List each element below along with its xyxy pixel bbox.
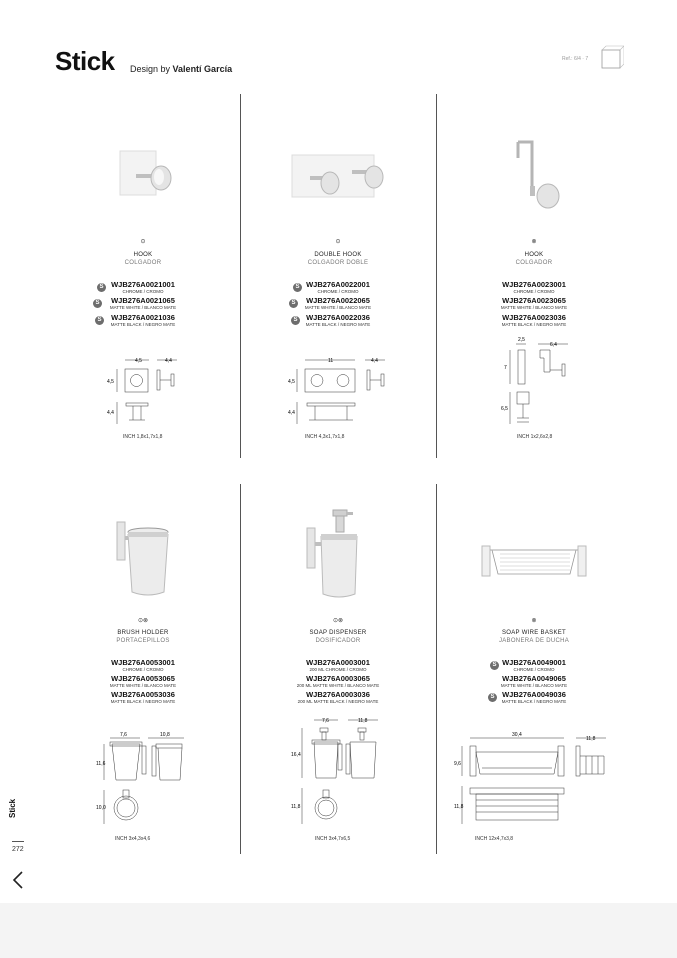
variant-code: WJB276A0023001	[502, 280, 566, 289]
badge-icon: S	[97, 283, 106, 292]
technical-drawing	[290, 712, 390, 830]
variant-finish: 200 ML CHROME / CROMO	[309, 667, 367, 672]
inch-dimensions: INCH 12x4,7x3,8	[475, 836, 514, 842]
variant-code: WJB276A0023065	[502, 296, 566, 305]
badge-icon: S	[490, 661, 499, 670]
variant-finish: MATTE BLACK / NEGRO MATE	[305, 322, 371, 327]
variant-code: WJB276A0023036	[502, 313, 566, 322]
variant-code: WJB276A0049001	[502, 658, 566, 667]
product-name	[436, 251, 632, 267]
dim-label: 11	[328, 358, 334, 364]
product-name-en: SOAP WIRE BASKET	[501, 630, 567, 636]
product-name	[240, 251, 436, 267]
variant	[45, 281, 241, 294]
soap-dispenser-product-image	[305, 508, 365, 600]
variant-finish: MATTE BLACK / NEGRO MATE	[501, 322, 567, 327]
variant	[240, 297, 436, 310]
badge-icon: S	[291, 316, 300, 325]
viewer-footer-band	[0, 903, 677, 958]
variant-finish: MATTE WHITE / BLANCO MATE	[109, 683, 177, 688]
dim-label: 6,4	[550, 342, 557, 348]
dim-label: 11,8	[586, 736, 596, 742]
dim-label: 4,5	[107, 379, 114, 385]
variant-code: WJB276A0021036	[111, 313, 175, 322]
variant-finish: CHROME / CROMO	[513, 667, 555, 672]
brush-holder-product-image	[115, 518, 175, 598]
dim-label: 2,5	[518, 337, 525, 343]
care-symbols: ⊙⊗	[137, 618, 149, 624]
badge-icon: S	[289, 299, 298, 308]
technical-drawing	[454, 728, 614, 828]
soap-wire-basket-product-image	[480, 540, 590, 590]
variant-finish: CHROME / CROMO	[122, 667, 164, 672]
dim-label: 11,8	[291, 804, 301, 810]
technical-drawing	[500, 334, 580, 434]
variant-code: WJB276A0022036	[306, 313, 370, 322]
column-divider	[436, 94, 437, 458]
variant	[45, 675, 241, 688]
care-symbols: ⊙⊗	[332, 618, 344, 624]
designer-prefix: Design by	[130, 64, 171, 74]
product-name-en: DOUBLE HOOK	[314, 252, 362, 258]
variant-code: WJB276A0003036	[306, 690, 370, 699]
dim-label: 4,4	[371, 358, 378, 364]
variant	[436, 281, 632, 294]
product-name-en: HOOK	[133, 252, 153, 258]
care-symbols: ⊙	[140, 239, 146, 245]
variant	[436, 691, 632, 704]
variant	[240, 281, 436, 294]
product-name-en: SOAP DISPENSER	[309, 630, 367, 636]
care-symbols: ⊗	[531, 239, 537, 245]
series-code: Ref.: 6/4 · 7	[562, 56, 589, 62]
variant-finish: MATTE WHITE / BLANCO MATE	[500, 683, 568, 688]
care-symbols: ⊙	[335, 239, 341, 245]
variant-finish: CHROME / CROMO	[317, 289, 359, 294]
badge-icon: S	[93, 299, 102, 308]
product-name-es: COLGADOR	[515, 260, 553, 266]
product-name	[436, 629, 632, 645]
dim-label: 7,6	[120, 732, 127, 738]
inch-dimensions: INCH 4,3x1,7x1,8	[305, 434, 345, 440]
technical-drawing	[287, 352, 397, 427]
hook-product-image	[115, 148, 175, 208]
variant-finish: MATTE BLACK / NEGRO MATE	[110, 322, 176, 327]
side-collection-label: Stick	[8, 798, 17, 818]
dim-label: 9,6	[454, 761, 461, 767]
product-name-es: COLGADOR DOBLE	[307, 260, 369, 266]
door-hook-product-image	[512, 140, 562, 212]
variant-code: WJB276A0021001	[111, 280, 175, 289]
variant-finish: 200 ML MATTE WHITE / BLANCO MATE	[296, 683, 380, 688]
double-hook-product-image	[290, 150, 390, 205]
page-number: 272	[12, 846, 24, 853]
product-name-es: PORTACEPILLOS	[116, 638, 170, 644]
variant	[45, 691, 241, 704]
dim-label: 6,5	[501, 406, 508, 412]
dim-label: 11,6	[96, 761, 106, 767]
side-rule	[12, 841, 24, 842]
technical-drawing	[96, 728, 196, 828]
product-name-en: HOOK	[524, 252, 544, 258]
badge-icon: S	[488, 693, 497, 702]
variant	[45, 314, 241, 327]
variant-code: WJB276A0053036	[111, 690, 175, 699]
variant-finish: MATTE WHITE / BLANCO MATE	[500, 305, 568, 310]
variant	[436, 297, 632, 310]
variant	[436, 314, 632, 327]
variant-code: WJB276A0003001	[306, 658, 370, 667]
variant-code: WJB276A0021065	[111, 296, 175, 305]
collection-title: Stick	[55, 46, 115, 76]
variant	[240, 675, 436, 688]
dim-label: 4,4	[165, 358, 172, 364]
technical-drawing	[105, 352, 195, 427]
variant	[45, 659, 241, 672]
badge-icon: S	[95, 316, 104, 325]
chevron-left-icon[interactable]	[10, 870, 26, 890]
dim-label: 7	[504, 365, 507, 371]
inch-dimensions: INCH 3x4,7x6,5	[315, 836, 351, 842]
variant-code: WJB276A0053065	[111, 674, 175, 683]
variant-finish: 200 ML MATTE BLACK / NEGRO MATE	[297, 699, 379, 704]
dim-label: 10,0	[96, 805, 106, 811]
dim-label: 30,4	[512, 732, 522, 738]
variant	[45, 297, 241, 310]
designer-name: Valentí García	[172, 64, 233, 74]
dim-label: 4,4	[107, 410, 114, 416]
designer-credit	[130, 64, 232, 74]
product-name-en: BRUSH HOLDER	[117, 630, 169, 636]
variant	[436, 659, 632, 672]
care-symbols: ⊗	[531, 618, 537, 624]
column-divider	[240, 94, 241, 458]
product-name	[45, 629, 241, 645]
product-name-es: JABONERA DE DUCHA	[498, 638, 570, 644]
variant	[240, 314, 436, 327]
variant-code: WJB276A0022001	[306, 280, 370, 289]
product-name-es: COLGADOR	[124, 260, 162, 266]
variant-finish: MATTE BLACK / NEGRO MATE	[110, 699, 176, 704]
product-name	[240, 629, 436, 645]
variant-finish: CHROME / CROMO	[122, 289, 164, 294]
dim-label: 16,4	[291, 752, 301, 758]
dim-label: 10,8	[160, 732, 170, 738]
variant-code: WJB276A0053001	[111, 658, 175, 667]
dim-label: 4,4	[288, 410, 295, 416]
variant-code: WJB276A0049065	[502, 674, 566, 683]
variant-code: WJB276A0049036	[502, 690, 566, 699]
variant	[240, 659, 436, 672]
variant-finish: MATTE WHITE / BLANCO MATE	[109, 305, 177, 310]
variant	[436, 675, 632, 688]
dim-label: 11,8	[358, 718, 368, 724]
variant-code: WJB276A0003065	[306, 674, 370, 683]
product-name-es: DOSIFICADOR	[315, 638, 361, 644]
variant	[240, 691, 436, 704]
inch-dimensions: INCH 1,8x1,7x1,8	[123, 434, 163, 440]
dim-label: 11,8	[454, 804, 464, 810]
variant-finish: MATTE WHITE / BLANCO MATE	[304, 305, 372, 310]
variant-finish: MATTE BLACK / NEGRO MATE	[501, 699, 567, 704]
inch-dimensions: INCH 3x4,3x4,6	[115, 836, 151, 842]
product-name	[45, 251, 241, 267]
dim-label: 7,6	[322, 718, 329, 724]
variant-code: WJB276A0022065	[306, 296, 370, 305]
box-outline-icon	[598, 44, 624, 70]
badge-icon: S	[293, 283, 302, 292]
variant-finish: CHROME / CROMO	[513, 289, 555, 294]
dim-label: 4,5	[135, 358, 142, 364]
inch-dimensions: INCH 1x2,6x2,8	[517, 434, 553, 440]
dim-label: 4,5	[288, 379, 295, 385]
